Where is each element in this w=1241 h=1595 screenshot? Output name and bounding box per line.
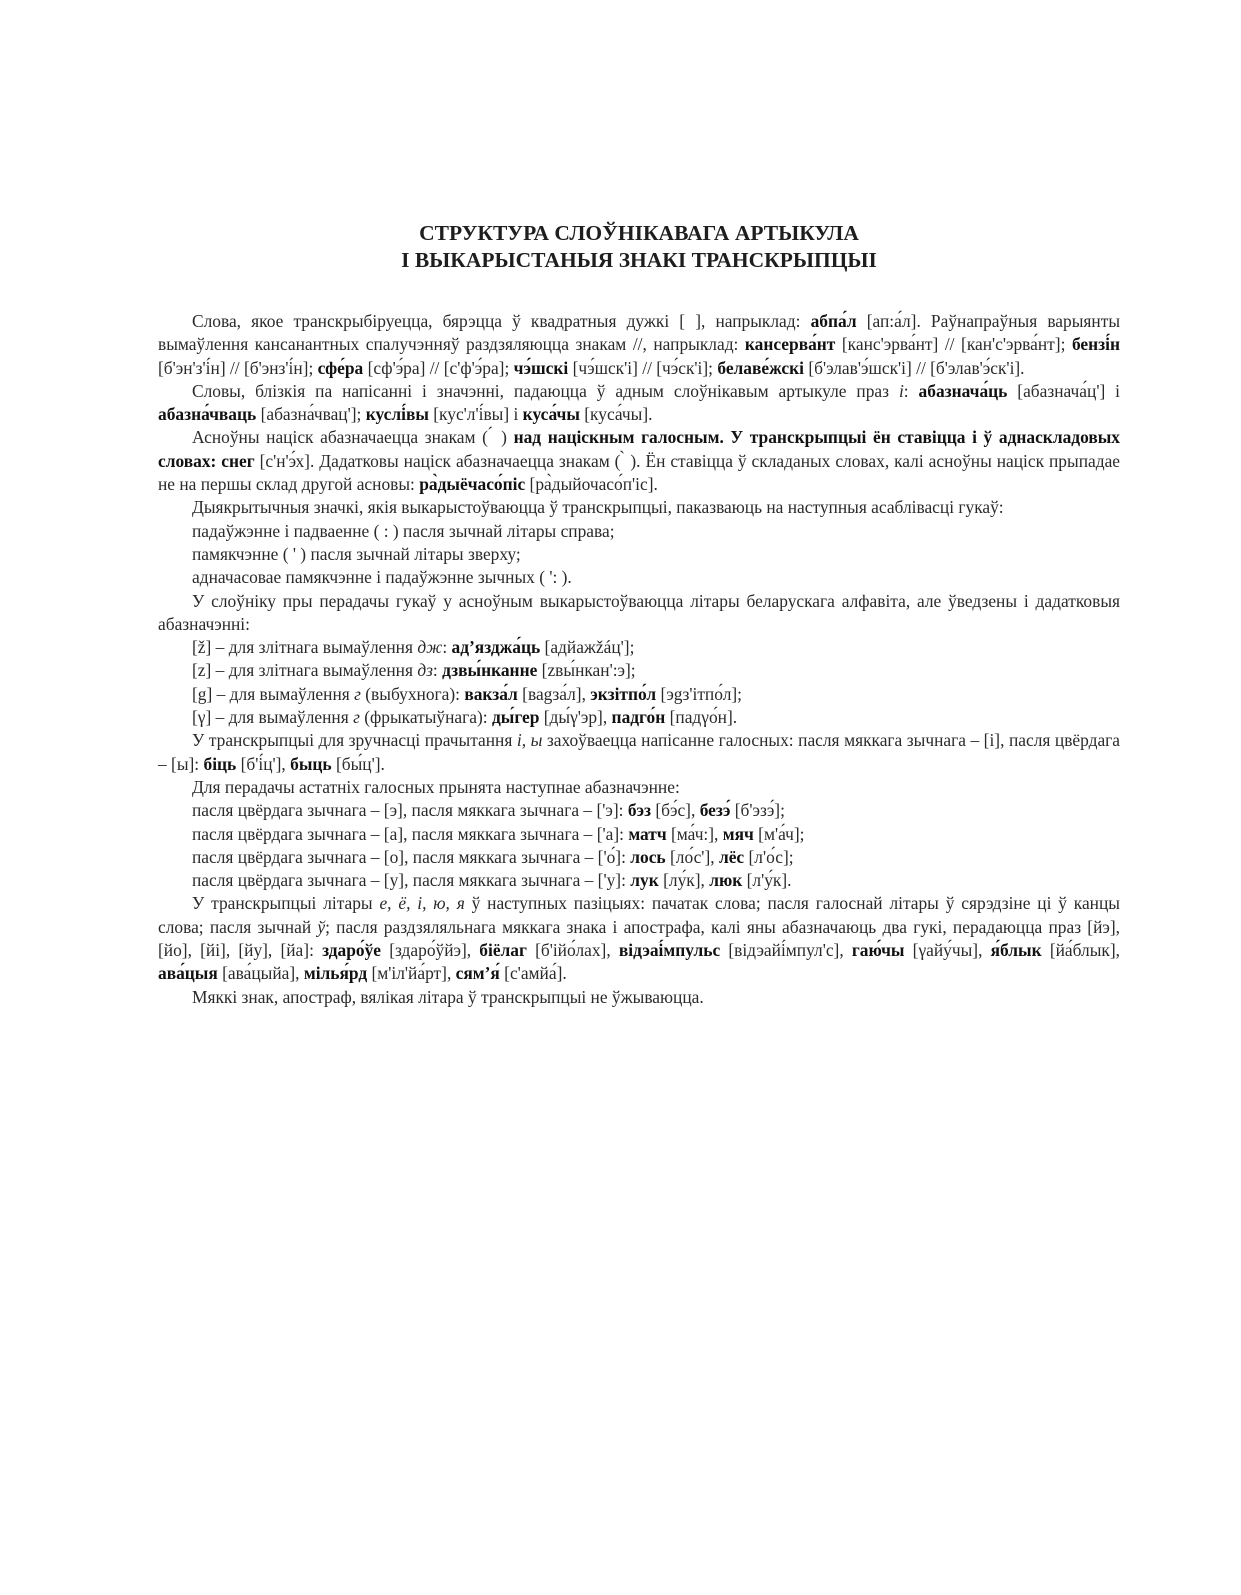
headword: біёлаг (479, 940, 527, 961)
text: [лу́к], (658, 870, 710, 891)
headword: я́блык (990, 940, 1042, 961)
paragraph-vowels: Для перадачы астатніх галосных прынята наступнае абазначэнне: (192, 776, 680, 797)
headword: біць (203, 753, 237, 774)
text: [абазнача́ц'] і (1007, 380, 1121, 401)
text: [сф'э́ра] // [с'ф'э́ра]; (363, 357, 514, 378)
headword: куса́чы (522, 404, 580, 425)
italic-letter: дж (417, 637, 443, 658)
headword: быць (290, 753, 332, 774)
text: [ра̀дыйочасо́п'іс]. (525, 474, 658, 495)
text: [бэ́с], (651, 800, 700, 821)
text: [б'элав'э́шск'і] // [б'элав'э́ск'і]. (803, 357, 1025, 378)
headword: відэаі́мпульс (618, 940, 721, 961)
headword: абпа́л (810, 311, 857, 331)
headword: ды́гер (491, 707, 540, 728)
text: У транскрыпцыі літары (192, 893, 380, 914)
diacritic-item: падаўжэнне і падваенне ( : ) пасля зычнай літары справа; (192, 520, 615, 541)
text: [ма́ч:], (666, 823, 723, 844)
symbol-item (158, 706, 1120, 729)
headword: сям’я́ (455, 963, 500, 984)
text: [м'іл'йа́рт], (367, 963, 456, 984)
text: [м'а́ч]; (753, 823, 805, 844)
text: [ава́цыйа], (217, 963, 304, 984)
italic-letter: і, ы (516, 730, 543, 751)
paragraph-i-y (158, 729, 1120, 776)
paragraph-final: Мяккі знак, апостраф, вялікая літара ў транскрыпцыі не ўжываюцца. (192, 986, 704, 1007)
text: [ž] – для злітнага вымаўлення (192, 637, 418, 658)
text: [бы́ц']. (331, 753, 385, 774)
headword: дзвы́нканне (442, 660, 538, 681)
text: Слова, якое транскрыбіруецца, бярэцца ў квадратныя дужкі [ ], напрыклад: (192, 311, 811, 331)
headword: лось (630, 846, 666, 867)
text: У транскрыпцыі для зручнасці прачытання (192, 730, 517, 751)
vowel-item (158, 846, 1120, 869)
headword: вакза́л (464, 683, 518, 704)
headword: сфе́ра (317, 357, 364, 378)
text: [кус'л'і́вы] і (428, 404, 523, 425)
title-line-2: І ВЫКАРЫСТАНЫЯ ЗНАКІ ТРАНСКРЫПЦЫІ (401, 248, 877, 272)
headword: здаро́ўе (322, 940, 382, 961)
text: [абазна́чвац']; (256, 404, 366, 425)
text: [чэ́шск'і] // [чэ́ск'і]; (568, 357, 718, 378)
headword: мілья́рд (303, 963, 368, 984)
headword: бэз (627, 800, 652, 821)
italic-letter: г (354, 683, 361, 704)
paragraph-stress (158, 426, 1120, 496)
italic-letter: і (898, 380, 904, 401)
text: [γ] – для вымаўлення (192, 707, 354, 728)
text: [с'н'э́х]. Дадатковы націск абазначаецца знакам ( ̀ ). Ён ставіцца ў складаных словах, калі асноўны націск прыпадае не на першы склад другой асновы: (158, 450, 1121, 495)
text: [б'эзэ́]; (730, 800, 785, 821)
text: [z] – для злітнага вымаўлення (192, 660, 418, 681)
text: : (903, 380, 919, 401)
headword: абазнача́ць (918, 380, 1008, 401)
vowel-item (158, 869, 1120, 892)
text: пасля цвёрдага зычнага – [а], пасля мяккага зычнага – ['а]: (192, 823, 629, 844)
text: [ваgза́л], (517, 683, 591, 704)
text: пасля цвёрдага зычнага – [о], пасля мяккага зычнага – ['о́]: (192, 846, 631, 867)
headword: ра̀дыёчасо́піс (419, 474, 526, 495)
headword: мяч (722, 823, 754, 844)
headword: куслі́вы (365, 404, 429, 425)
vowel-item (158, 823, 1120, 846)
symbol-item (158, 636, 1120, 659)
text: : (432, 660, 443, 681)
italic-letter: г (353, 707, 360, 728)
text: (выбухнога): (360, 683, 465, 704)
text: : (442, 637, 452, 658)
text: [ло́с'], (665, 846, 719, 867)
text: [йа́блык], (1041, 940, 1120, 961)
text: [б'ійо́лах], (526, 940, 619, 961)
text: [відэайі́мпул'с], (720, 940, 852, 961)
text: [здаро́ўйэ], (381, 940, 480, 961)
paragraph-alphabet: У слоўніку пры перадачы гукаў у асноўным выкарыстоўваюцца літары беларускага алфавіта, але ўведзены і дадатковыя абазначэнні: (158, 590, 1120, 634)
text: [эgз'ітпо́л]; (656, 683, 743, 704)
text: пасля цвёрдага зычнага – [у], пасля мяккага зычнага – ['у]: (192, 870, 631, 891)
text: [ап:а́л]. Раўнапраўныя варыянты вымаўлення кансанантных спалучэнняў раздзяляюцца знакам //, напрыклад: (158, 311, 1120, 355)
diacritic-item: адначасовае памякчэнне і падаўжэнне зычных ( ': ). (192, 567, 572, 588)
italic-letter: е, ё, і, ю, я (379, 893, 465, 914)
text: [zвы́нкан':э]; (537, 660, 636, 681)
headword: безэ́ (699, 800, 731, 821)
title-line-1: СТРУКТУРА СЛОЎНІКАВАГА АРТЫКУЛА (419, 221, 859, 245)
text: [куса́чы]. (579, 404, 653, 425)
vowel-item (158, 799, 1120, 822)
bold-text: над націскным галосным. У транскрыпцыі ён ставіцца і ў аднаскладовых словах: (158, 427, 1120, 471)
italic-letter: дз (417, 660, 433, 681)
paragraph-brackets (158, 310, 1120, 380)
headword: кансерва́нт (744, 334, 836, 355)
text: (фрыкатыўнага): (359, 707, 492, 728)
text: [γайу́чы], (904, 940, 991, 961)
page-title (158, 220, 1120, 274)
paragraph-diacritics: Дыякрытычныя значкі, якія выкарыстоўваюцца ў транскрыпцыі, паказваюць на наступныя асаблівасці гукаў: (192, 497, 1004, 518)
text: [л'о́с]; (744, 846, 794, 867)
diacritic-item: памякчэнне ( ' ) пасля зычнай літары зверху; (192, 543, 521, 564)
text: [л'у́к]. (742, 870, 792, 891)
headword: чэ́шскі (513, 357, 569, 378)
headword: падго́н (611, 707, 666, 728)
symbol-item (158, 659, 1120, 682)
text: Словы, блізкія па напісанні і значэнні, падаюцца ў адным слоўнікавым артыкуле праз (192, 380, 899, 401)
paragraph-iotated (158, 892, 1120, 985)
headword: экзітпо́л (590, 683, 657, 704)
italic-letter: ў (317, 916, 326, 937)
symbol-item (158, 683, 1120, 706)
text: [адйажžáц']; (540, 637, 635, 658)
text: захоўваецца напісанне галосных: пасля мяккага зычнага – [і], пасля цвёрдага – [ы]: (158, 730, 1121, 774)
text: [ды́γ'эр], (539, 707, 612, 728)
text: [g] – для вымаўлення (192, 683, 355, 704)
headword: ад’язджа́ць (451, 637, 541, 658)
text: [падγо́н]. (665, 707, 738, 728)
headword: ава́цыя (158, 963, 218, 984)
headword: лёс (718, 846, 745, 867)
text: ; пасля раздзяляльнага мяккага знака і апострафа, калі яны абазначаюць два гукі, перадаюцца праз [йэ], [йо], [йі], [йу], [йа]: (158, 916, 1120, 961)
headword: лук (630, 870, 659, 891)
paragraph-variants (158, 380, 1120, 427)
headword: абазна́чваць (158, 404, 257, 425)
text: ў наступных пазіцыях: пачатак слова; пасля галоснай літары ў сярэдзіне ці ў канцы слова; пасля зычнай (158, 893, 1120, 937)
headword: матч (628, 823, 667, 844)
headword: бензі́н (1071, 334, 1120, 355)
document-page (158, 220, 1120, 1009)
headword: гаю́чы (851, 940, 905, 961)
text: пасля цвёрдага зычнага – [э], пасля мяккага зычнага – ['э]: (192, 800, 628, 821)
text: [б'эн'з'і́н] // [б'энз'і́н]; (158, 357, 318, 378)
text: [с'амйа́]. (499, 963, 567, 984)
text: [канс'эрва́нт] // [кан'с'эрва́нт]; (835, 334, 1072, 355)
headword: люк (709, 870, 743, 891)
headword: белаве́жскі (717, 357, 804, 378)
headword: снег (221, 450, 255, 471)
text: Асноўны націск абазначаецца знакам ( ́ ) (192, 427, 514, 448)
text: [б'і́ц'], (236, 753, 291, 774)
